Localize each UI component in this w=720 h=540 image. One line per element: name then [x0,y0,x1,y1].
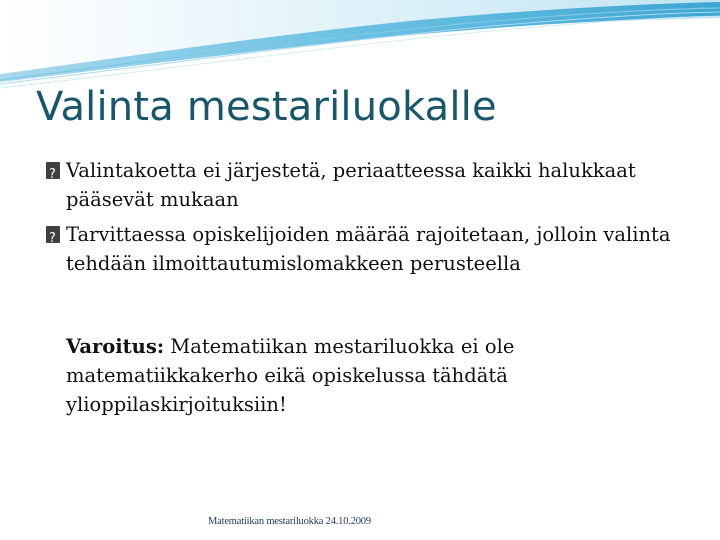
bullet-item [46,220,706,278]
bullet-item [46,156,706,214]
bullet-text: Valintakoetta ei järjestetä, periaatteessa kaikki halukkaat pääsevät mukaan [66,159,636,211]
warning-text: Matematiikan mestariluokka ei ole matematiikkakerho eikä opiskelussa tähdätä ylioppilaskirjoituksiin! [66,335,515,416]
bullet-icon [46,162,60,179]
bullet-list [46,156,706,278]
bullet-text: Tarvittaessa opiskelijoiden määrää rajoitetaan, jolloin valinta tehdään ilmoittautumislomakkeen perusteella [66,223,671,275]
slide-footer: Matematiikan mestariluokka 24.10.2009 [208,516,371,527]
header-wave-decoration [0,0,720,90]
bullet-icon [46,226,60,243]
warning-label: Varoitus: [66,335,165,358]
slide-title: Valinta mestariluokalle [36,84,497,130]
warning-note [66,332,666,419]
